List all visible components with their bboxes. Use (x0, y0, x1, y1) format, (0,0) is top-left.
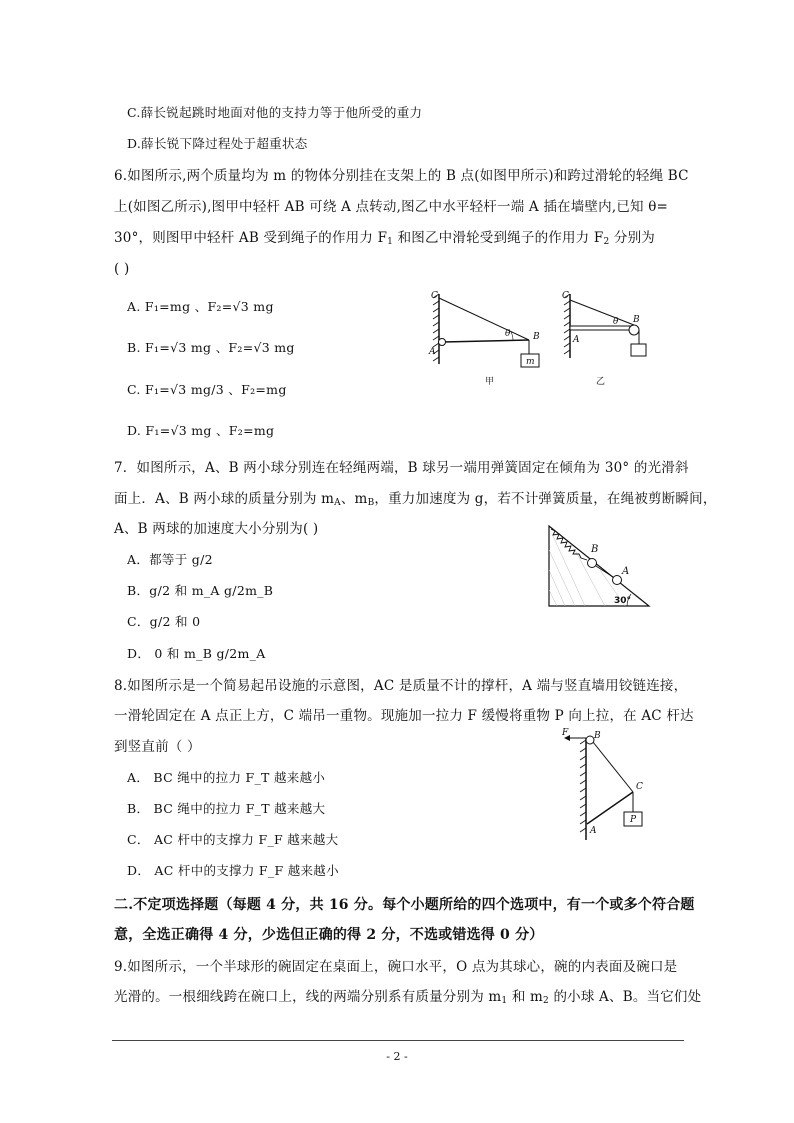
q6-stem-line1: 6.如图所示,两个质量均为 m 的物体分别挂在支架上的 B 点(如图甲所示)和跨过滑轮的轻绳 BC (114, 168, 689, 184)
q6-answer-paren: ( ) (114, 261, 130, 277)
q7-stem-line1: 7．如图所示，A、B 两小球分别连在轻绳两端，B 球另一端用弹簧固定在倾角为 30° 的光滑斜 (114, 460, 689, 476)
q7-option-b: B．g/2 和 m_A g/2m_B (127, 583, 274, 598)
q7-stem-line3: A、B 两球的加速度大小分别为( ) (114, 521, 319, 537)
q6-figure-jia (425, 288, 555, 388)
q7-label-angle: 30° (614, 596, 632, 606)
q6-option-a: A. F₁=mg 、F₂=√3 mg (127, 299, 274, 314)
q6-option-b: B. F₁=√3 mg 、F₂=√3 mg (127, 340, 295, 355)
q7-option-c: C．g/2 和 0 (127, 614, 201, 629)
q8-figure-crane (560, 728, 660, 848)
q8-stem-line1: 8.如图所示是一个简易起吊设施的示意图，AC 是质量不计的撑杆，A 端与竖直墙用铰链连接， (114, 678, 688, 694)
q8-option-b: B． BC 绳中的拉力 F_T 越来越大 (127, 801, 326, 816)
q7-option-a: A．都等于 g/2 (127, 552, 213, 567)
section2-heading-line2: 意，全选正确得 4 分，少选但正确的得 2 分，不选或错选得 0 分） (114, 927, 544, 943)
q8-label-f: F (562, 728, 569, 738)
q7-option-d: D． 0 和 m_B g/2m_A (127, 646, 266, 661)
q6-jia-label-b: B (533, 332, 540, 342)
q6-yi-label-b: B (633, 315, 640, 325)
q9-stem-line1: 9.如图所示，一个半球形的碗固定在桌面上，碗口水平，O 点为其球心，碗的内表面及碗口是 (114, 959, 678, 975)
q6-yi-label-theta: θ (613, 317, 619, 327)
q6-jia-label-c: C (431, 291, 438, 301)
q5-option-c: C.薛长锐起跳时地面对他的支持力等于他所受的重力 (127, 105, 423, 120)
q8-label-c: C (636, 782, 643, 792)
q6-jia-label-m: m (526, 357, 535, 367)
q8-stem-line3: 到竖直前（ ） (114, 739, 201, 755)
q9-stem-line2: 光滑的。一根细线跨在碗口上，线的两端分别系有质量分别为 $m_1$ 和 $m_2$ 的小球 A、B。当它们处 (114, 989, 702, 1006)
section2-heading-line1: 二.不定项选择题（每题 4 分，共 16 分。每个小题所给的四个选项中，有一个或多个符合题 (114, 897, 695, 913)
q6-option-c: C. F₁=√3 mg/3 、F₂=mg (127, 382, 287, 397)
q7-figure-incline (545, 520, 655, 610)
q8-option-c: C． AC 杆中的支撑力 F_F 越来越大 (127, 832, 339, 847)
q6-yi-label-a: A (573, 335, 580, 345)
q6-yi-label-c: C (562, 291, 569, 301)
q6-stem-line2: 上(如图乙所示),图甲中轻杆 AB 可绕 A 点转动,图乙中水平轻杆一端 A 插在墙壁内,已知 θ= (114, 199, 669, 215)
q8-option-d: D． AC 杆中的支撑力 F_F 越来越小 (127, 863, 339, 878)
q6-figure-label-yi: 乙 (596, 377, 606, 387)
q8-label-b: B (594, 731, 601, 741)
q6-figure-label-jia: 甲 (485, 377, 495, 387)
q5-option-d: D.薛长锐下降过程处于超重状态 (127, 136, 308, 151)
q7-label-b: B (591, 544, 599, 555)
page-number: - 2 - (386, 1050, 408, 1063)
q7-label-a: A (622, 566, 630, 577)
q6-jia-label-theta: θ (505, 329, 511, 339)
footer-rule (112, 1040, 684, 1041)
q6-option-d: D. F₁=√3 mg 、F₂=mg (127, 423, 275, 438)
q7-stem-line2: 面上．A、B 两小球的质量分别为 $m_A$、$m_B$，重力加速度为 g，若不计弹簧质量，在绳被剪断瞬间， (114, 491, 717, 508)
q8-stem-line2: 一滑轮固定在 A 点正上方，C 端吊一重物。现施加一拉力 F 缓慢将重物 P 向上拉，在 AC 杆达 (114, 708, 694, 724)
q8-option-a: A． BC 绳中的拉力 F_T 越来越小 (127, 770, 326, 785)
q6-figure-yi (560, 288, 660, 388)
q8-label-p: P (630, 815, 637, 825)
q6-stem-line3: 30°，则图甲中轻杆 AB 受到绳子的作用力 $F_1$ 和图乙中滑轮受到绳子的作用力 $F_2$ 分别为 (114, 230, 655, 247)
q8-label-a: A (590, 826, 597, 836)
q6-jia-label-a: A (429, 347, 436, 357)
